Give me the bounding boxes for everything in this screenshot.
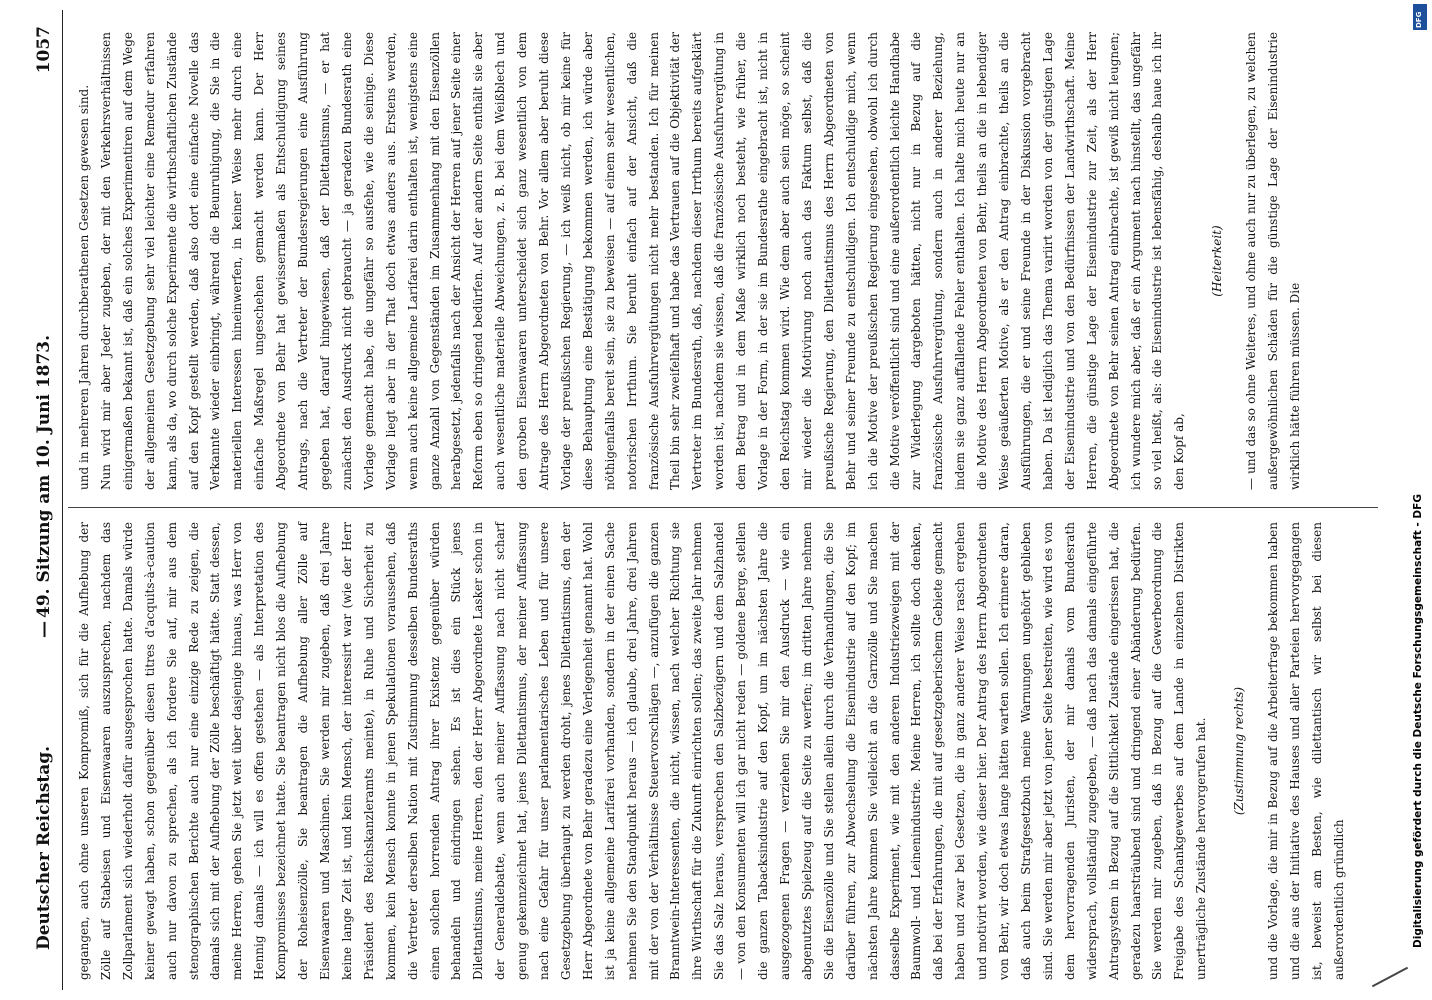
digitization-credit-text: Digitalisierung gefördert durch die Deutsche Forschungsgemeinschaft - DFG xyxy=(1412,494,1424,948)
session-title: 49. Sitzung am 10. Juni 1873. xyxy=(34,334,54,618)
left-column xyxy=(74,522,1351,980)
rotated-page-content xyxy=(28,10,1398,990)
left-interjection: (Zustimmung rechts) xyxy=(1232,686,1247,816)
right-paragraph-1: und in mehreren Jahren durchberathenen Gesetzen gewesen sind. xyxy=(77,84,91,490)
page-number: 1057 xyxy=(34,26,54,74)
dfg-logo-text: DFG xyxy=(1415,11,1423,28)
header-separator: — xyxy=(34,621,54,638)
right-interjection: (Heiterkeit) xyxy=(1210,225,1225,297)
column-divider xyxy=(68,507,1378,508)
right-paragraph-2: Nun wird mir aber Jeder zugeben, der mit den Verkehrsverhältnissen einigermaßen bekannt ist, daß ein solches Experimentiren auf dem Wege der allgemeinen Gesetzgebung sehr viel leichter eine Remedur erfahren kann, als da, wo durch solche Experimente die wirthschaftlichen Zustände auf den Kopf gestellt werden, daß also dort eine einfache Novelle das Verkannte wieder einbringt, während die Beunruhigung, die Sie in die materiellen Interessen hineinwerfen, in keiner Weise mehr durch eine einfache Maßregel ungeschehen gemacht werden kann. Der Herr Abgeordnete von Behr hat gewissermaßen als Entschuldigung seines Antrags, nach die Vertreter der Bundesregierungen eine Ausführung gegeben hat, darauf hingewiesen, daß der Dilettantismus, — er hat zunächst den Ausdruck nicht gebraucht — ja geradezu Bundesrath eine Vorlage gemacht habe, die ungefähr so ausfehe, wie die seinige. Diese Vorlage liegt aber in der That doch etwas anders aus. Erstens werden, wenn auch keine allgemeine Larifarei darin enthalten ist, wenigstens eine ganze Anzahl von Gegenständen im Zusammenhang mit den Eisenzöllen herabgesetzt, jedenfalls nach der Ansicht der Herren auf jener Seite einer Reform eben so dringend bedürfen. Auf der andern Seite enthält sie aber auch wesentliche materielle Abweichungen, z. B. bei dem Weißblech und den groben Eisenwaaren unterscheidet sich ganz wesentlich von dem Antrage des Herrn Abgeordneten von Behr. Vor allem aber beruht diese Vorlage der preußischen Regierung, — ich weiß nicht, ob mir keine für diese Behauptung eine Bestätigung bekommen werden, ich würde aber nöthigenfalls bereit sein, sie zu beweisen — auf einem sehr wesentlichen, notorischen Irrthum. Sie beruht einfach auf der Ansicht, daß die französische Ausfuhrvergütungen nicht mehr bestanden. Ich für meinen Theil bin sehr zweifelhaft und habe das Vertrauen auf die Objektivität der Vertreter im Bundesrath, daß, nachdem dieser Irrthum bereits aufgeklärt worden ist, nachdem sie wissen, daß die französische Ausfuhrvergütung in dem Betrag und in dem Maße wirklich noch besteht, wie früher, die Vorlage in der Form, in der sie im Bundesrathe eingebracht ist, nicht in den Reichstag kommen wird. Wie dem aber auch sein möge, so scheint mir wieder die Motivirung noch auch das Faktum selbst, daß die preußische Regierung, den Dilettantismus des Herrn Abgeordneten von Behr und seiner Freunde zu entschuldigen. Ich entschuldige mich, wenn ich die Motive der preußischen Regierung eingesehen, obwohl ich durch die Motive veröffentlicht sind und eine außerordentlich leichte Handhabe zur Widerlegung dargeboten hätten, nicht nur in Bezug auf die französische Ausfuhrvergütung, sondern auch in anderer Beziehung, indem sie ganz auffallende Fehler enthalten. Ich halte mich heute nur an die Motive des Herrn Abgeordneten von Behr, theils an die in lebendiger Weise geäußerten Motive, als er den Antrag einbrachte, theils an die Ausführungen, die er und seine Freunde in der Diskussion vorgebracht haben. Da ist lediglich das Thema variirt worden von der günstigen Lage der Eisenindustrie und von den Bedürfnissen der Landwirthschaft. Meine Herren, die günstige Lage der Eisenindustrie zur Zeit, als der Herr Abgeordnete von Behr seinen Antrag einbrachte, ist gewiß nicht leugnen; ich wundere mich aber, daß er ein Argument nach hinstellt, das ungefähr so viel heißt, als: die Eisenindustrie ist lebensfähig, deshalb haue ich ihr den Kopf ab, xyxy=(98,32,1187,490)
right-paragraph-3: — und das so ohne Weiteres, und ohne auch nur zu überlegen, zu welchen außergewöhnlichen Schäden für die günstige Lage der Eisenindustrie wirklich hätte führen müssen. Die xyxy=(1244,32,1302,490)
right-column xyxy=(74,32,1307,490)
digitization-credit xyxy=(1412,20,1428,960)
page-header xyxy=(28,10,63,990)
publication-title: Deutscher Reichstag. xyxy=(34,745,54,950)
left-paragraph-2: und die Vorlage, die mir in Bezug auf die Arbeiterfrage bekommen haben und die aus der Initiative des Hauses und aller Parteien hervorgegangen ist, beweist am Besten, wie dilettantisch wir selbst bei diesen außerordentlich gründlich xyxy=(1266,522,1346,980)
left-paragraph-1: gegangen, auch ohne unseren Kompromiß, sich für die Aufhebung der Zölle auf Stabeisen und Eisenwaaren auszusprechen, nachdem das Zollparlament sich wiederholt dafür ausgesprochen hatte. Damals würde keiner gewagt haben, schon gegenüber diesen titres d'acquits-à-caution auch nur davon zu sprechen, als ich fordere Sie auf, mir aus dem stenographischen Berichte auch nur eine einzige Rede zu zeigen, die damals sich mit der Aufhebung der Zölle beschäftigt hätte. Statt dessen, meine Herren, gehen Sie jetzt weit über dasjenige hinaus, was Herr von Hennig damals — ich will es offen gestehen — als Interpretation des Kompromisses bezeichnet hatte. Sie beantragen nicht blos die Aufhebung der Roheisenzölle, Sie beantragen die Aufhebung aller Zölle auf Eisenwaaren und Maschinen. Sie werden mir zugeben, daß drei Jahre keine lange Zeit ist, und kein Mensch, der interessirt war (wie der Herr Präsident des Reichskanzleramts meinte), in Ruhe und Sicherheit zu kommen, kein Mensch konnte in jenen Spekulationen voraussehen, daß die Vertreter derselben Nation mit Zustimmung desselben Bundesraths einen solchen horrenden Antrag ihrer Existenz gegenüber würden behandeln und eindringen sehen. Es ist dies ein Stück jenes Dilettantismus, meine Herren, den der Herr Abgeordnete Lasker schon in der Generaldebatte, wenn auch meiner Auffassung nach nicht scharf genug gekennzeichnet hat, jenes Dilettantismus, der meiner Auffassung nach eine Gefahr für unser parlamentarisches Leben und für unsere Gesetzgebung überhaupt zu werden droht, jenes Dilettantismus, den der Herr Abgeordnete von Behr geradezu eine Verlegenheit genannt hat. Wohl ist ja keine allgemeine Larifarei vorhanden, sondern in der einen Sache nehmen Sie den Standpunkt heraus — ich glaube, drei Jahre, drei Jahren mit der von der Verhältnisse Steuervorschlägen —, anzufügen die ganzen Branntwein-Interessenten, die nicht, wissen, nach welcher Richtung sie ihre Wirthschaft für die Zukunft einrichten sollen; das zweite Jahr nehmen Sie das Salz heraus, versprechen den Salzbezügern und dem Salzhandel — von den Konsumenten will ich gar nicht reden — goldene Berge, stellen die ganzen Tabacksindustrie auf den Kopf, um im nächsten Jahre die ausgezogenen Fragen — verziehen Sie mir den Ausdruck — wie ein abgenutztes Spielzeug auf die Seite zu werfen; im dritten Jahre nehmen Sie die Eisenzölle und Sie stellen allein durch die Verhandlungen, die Sie darüber führen, zur Abwechselung die Eisenindustrie auf den Kopf; im nächsten Jahre kommen Sie vielleicht an die Garnzölle und Sie machen dasselbe Experiment, wie mit den anderen Industriezweigen mit der Baumwoll- und Leinenindustrie. Meine Herren, ich sollte doch denken, daß bei der Erfahrungen, die mit auf gesetzgeberischem Gebiete gemacht haben und zwar bei Gesetzen, die in ganz anderer Weise rasch ergehen und motivirt worden, wie dieser hier. Der Antrag des Herrn Abgeordneten von Behr, wir doch etwas lange hätten warten sollen. Ich erinnere daran, daß auch beim Strafgesetzbuch meine Warnungen ungehört geblieben sind. Sie werden mir aber jetzt von jener Seite bestreiten, wie wird es von dem hervorragenden Juristen, der mir damals vom Bundesrath widersprach, vollständig zugegeben, — daß nach das damals eingeführte Antragsystem in Bezug auf die Sittlichkeit Zustände eingerissen hat, die geradezu haarsträubend sind und dringend einer Abänderung bedürfen. Sie werden mir zugeben, daß in Bezug auf die Gewerbeordnung die Freigabe des Schankgewerbes auf dem Lande in einzelnen Distrikten unerträgliche Zustände hervorgerufen hat. xyxy=(77,522,1209,980)
